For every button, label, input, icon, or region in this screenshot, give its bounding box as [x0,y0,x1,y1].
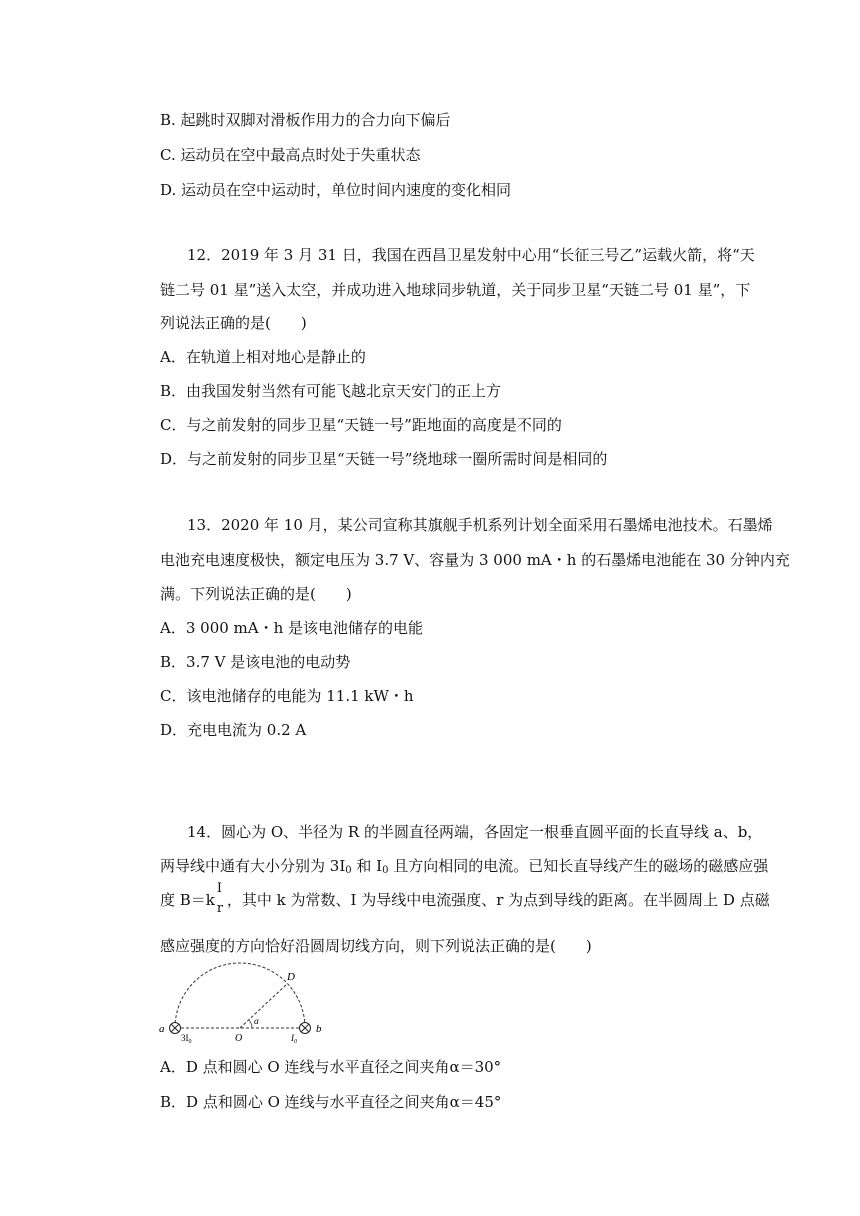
label-a: a [159,1023,165,1035]
q13-option-b: B．3.7 V 是该电池的电动势 [160,653,351,671]
q14-stem-line3-part1: 度 B＝k [160,891,215,909]
label-3i0-sub: 0 [188,1039,192,1045]
q14-subscript: 0 [345,865,352,876]
q12-option-c: C．与之前发射的同步卫星“天链一号”距地面的高度是不同的 [160,416,562,434]
q11-option-d: D. 运动员在空中运动时，单位时间内速度的变化相同 [160,181,512,199]
q14-stem-line2-part2: 和 I [351,857,383,875]
wire-b-icon [300,1023,311,1034]
label-alpha: α [254,1016,259,1026]
q14-semicircle-figure [155,960,335,1045]
q11-option-b: B. 起跳时双脚对滑板作用力的合力向下偏后 [160,111,451,129]
q12-stem-line3: 列说法正确的是( ) [160,314,307,332]
label-3i0-main: 3I [181,1033,189,1043]
label-o: O [235,1033,243,1044]
q12-stem-line1: 12．2019 年 3 月 31 日，我国在西昌卫星发射中心用“长征三号乙”运载火箭，将“天 [187,246,755,264]
label-b: b [316,1023,322,1035]
q14-stem-line4: 感应强度的方向恰好沿圆周切线方向，则下列说法正确的是( ) [160,937,592,955]
q14-subscript: 0 [382,865,389,876]
q13-option-d: D．充电电流为 0.2 A [160,721,307,739]
angle-arc [249,1020,252,1028]
q14-stem-line3 [160,881,770,916]
q14-stem-line3-part2: ，其中 k 为常数、I 为导线中电流强度、r 为点到导线的距离。在半圆周上 D 点磁 [226,891,770,909]
wire-a-icon [170,1023,181,1034]
q13-stem-line3: 满。下列说法正确的是( ) [160,585,352,603]
q13-stem-line1: 13．2020 年 10 月，某公司宣称其旗舰手机系列计划全面采用石墨烯电池技术。石墨烯 [187,516,773,534]
fraction-numerator: I [216,881,223,896]
label-i0 [290,1033,297,1045]
label-i0-sub: 0 [294,1039,297,1045]
q12-option-d: D．与之前发射的同步卫星“天链一号”绕地球一圈所需时间是相同的 [160,450,608,468]
radius-od-line [240,984,287,1028]
q12-option-a: A．在轨道上相对地心是静止的 [160,348,366,366]
fraction-denominator: r [216,901,224,916]
q14-fraction [215,881,227,916]
label-i0-main: I [291,1033,294,1043]
semicircle-arc [175,963,305,1028]
q12-option-b: B．由我国发射当然有可能飞越北京天安门的正上方 [160,382,502,400]
q14-option-a: A．D 点和圆心 O 连线与水平直径之间夹角α＝30° [160,1058,502,1076]
q13-stem-line2: 电池充电速度极快，额定电压为 3.7 V、容量为 3 000 mA・h 的石墨烯电池能在 30 分钟内充 [160,551,790,569]
q14-stem-line2-part3: 且方向相同的电流。已知长直导线产生的磁场的磁感应强 [388,857,769,875]
label-d: D [287,971,295,983]
q14-stem-line2 [160,856,768,881]
q12-stem-line2: 链二号 01 星”送入太空，并成功进入地球同步轨道，关于同步卫星“天链二号 01 星”，下 [160,281,751,299]
q13-option-c: C．该电池储存的电能为 11.1 kW・h [160,687,414,705]
q14-option-b: B．D 点和圆心 O 连线与水平直径之间夹角α＝45° [160,1093,502,1111]
q14-stem-line1: 14．圆心为 O、半径为 R 的半圆直径两端，各固定一根垂直圆平面的长直导线 a、b， [187,823,763,841]
q13-option-a: A．3 000 mA・h 是该电池储存的电能 [160,619,424,637]
q14-stem-line2-part1: 两导线中通有大小分别为 3I [160,857,346,875]
q11-option-c: C. 运动员在空中最高点时处于失重状态 [160,146,421,164]
label-3i0 [181,1033,192,1045]
